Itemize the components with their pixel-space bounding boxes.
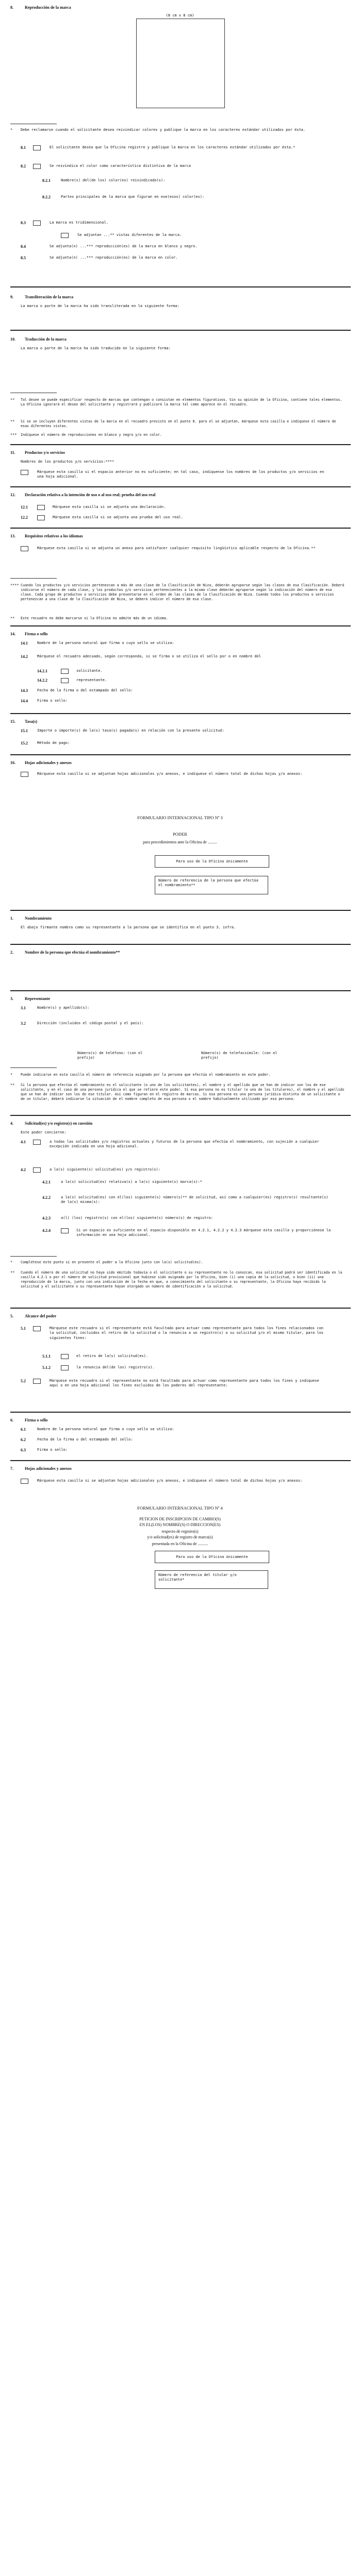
item-5-1-2-text: la renuncia del(de los) registro(s).: [76, 1365, 155, 1369]
section-divider: [10, 1460, 351, 1461]
item-12-2-text: Márquese esta casilla si se adjunta una prueba del uso real.: [53, 515, 183, 519]
section-10-title: Traducción de la marca: [25, 337, 67, 342]
item-15-2-number: 15.2: [21, 741, 28, 745]
section-13-number: 13.: [10, 534, 15, 538]
item-4-1-number: 4.1: [21, 1140, 26, 1144]
footnote-text: Cuando los productos y/o servicios pertenezcan a más de una clase de la Clasificación de Niza, deberán agruparse según las clases de esa Clasificación. Deberá indicarse el número de cada clase, y los productos y/o servicios pertenecientes a la misma clase deberán agruparse según la indicación del número de esa clase. Cada grupo de productos o servicios debe presentarse en el orden de las clases de la Clasificación de Niza. Cuando todos los productos o servicios pertenezcan a una clase de la Clasificación de Niza, se deberá indicar el número de esa clase.: [21, 583, 345, 601]
section-divider: [10, 528, 351, 529]
section-11-text: Nombres de los productos y/o servicios:****: [21, 460, 114, 464]
form3-subtitle2: para procedimientos ante la Oficina de .........: [143, 840, 217, 844]
p1-number: 1.: [10, 916, 13, 921]
form3-subtitle: PODER: [173, 832, 187, 837]
item-14-2-text: Márquese el recuadro adecuado, según corresponda, si se firma o se utiliza el sello por o en nombre del: [37, 654, 261, 658]
item-8-2-1-number: 8.2.1: [42, 178, 51, 183]
views-text: Se adjuntan ...** vistas diferentes de la marca.: [77, 233, 182, 237]
section-10-text: La marca o parte de la marca ha sido traducida en la siguiente forma:: [21, 346, 171, 350]
item-5-1-1-number: 5.1.1: [42, 1354, 51, 1359]
item-15-2-text: Método de pago:: [37, 741, 70, 745]
item-14-2-1-number: 14.2.1: [37, 669, 47, 673]
item-5-2-number: 5.2: [21, 1379, 26, 1383]
section-divider: [10, 330, 351, 331]
footnote-mark: **: [10, 398, 15, 402]
form4-office-box: Para uso de la Oficina únicamente: [155, 1551, 269, 1563]
item-5-1-1-checkbox[interactable]: [61, 1354, 69, 1359]
section-14-number: 14.: [10, 632, 15, 636]
item-4-2-4-text: Si un espacio es suficiente en el espacio disponible en 4.2.1, 4.2.2 y 4.2.3 márquese esta casilla y proporciónese la información en una hoja adicional.: [76, 1228, 331, 1238]
item-4-2-1-text: a la(s) solicitud(es) relativa(s) a la(s) siguiente(s) marca(s):*: [61, 1180, 202, 1184]
form4-sub5: presentada en la Oficina de ..........: [152, 1541, 208, 1546]
p5-title: Alcance del poder: [25, 1314, 57, 1318]
item-4-2-3-number: 4.2.3: [42, 1216, 51, 1221]
item-5-2-checkbox[interactable]: [33, 1379, 41, 1384]
section-11-number: 11.: [10, 450, 15, 455]
item-12-2-checkbox[interactable]: [37, 515, 45, 520]
p4-number: 4.: [10, 1121, 13, 1126]
section-divider: [10, 286, 351, 287]
p2-title: Nombre de la persona que efectúa el nombramiento**: [25, 950, 120, 955]
form4-sub1: PETICION DE INSCRIPCION DE CAMBIO(S): [139, 1517, 221, 1521]
item-5-1-text: Márquese este recuadro si el representante está facultado para actuar como representante para todos los fines relacionados con la solicitud, incluidos el retiro de la solicitud o la renuncia a un registro(s) o su solicitud y/o el mismo titular, para los siguientes fines:: [50, 1326, 324, 1340]
section-divider: [10, 944, 351, 945]
footnote-text: Si se se incluyen diferentes vistas de la marca en el recuadro previsto en el punto 8. para el se adjuntan, márquese esta casilla e indíquese el número de esas diferentes vistas.: [21, 419, 336, 428]
item-8-2-2-number: 8.2.2: [42, 195, 51, 199]
item-4-2-number: 4.2: [21, 1167, 26, 1172]
item-14-1-text: Nombre de la persona natural que firma o cuyo sello se utiliza:: [37, 641, 174, 645]
footnote-text: Este recuadro no debe marcarse si la Oficina no admite más de un idioma.: [21, 616, 168, 620]
item-12-1-number: 12.1: [21, 505, 28, 510]
item-4-1-checkbox[interactable]: [33, 1140, 41, 1145]
item-6-3-text: Firma o sello:: [37, 1448, 68, 1452]
section-16-title: Hojas adicionales y anexos: [25, 760, 72, 765]
form4-title: FORMULARIO INTERNACIONAL TIPO Nº 4: [137, 1505, 223, 1511]
footnote-mark: ***: [10, 433, 17, 437]
form4-sub3: respecto de registro(s): [161, 1529, 199, 1534]
section-16-check-text: Márquese esta casilla si se adjuntan hojas adicionales y/o anexos, e indíquese el número total de dichas hojas y/o anexos:: [37, 772, 303, 776]
item-12-1-checkbox[interactable]: [37, 505, 45, 510]
item-5-1-2-number: 5.1.2: [42, 1365, 51, 1370]
item-8-4-number: 8.4: [21, 244, 26, 249]
footnote-mark: *: [10, 1073, 13, 1077]
item-14-2-2-checkbox[interactable]: [61, 678, 69, 683]
section-9-text: La marca o parte de la marca ha sido transliterada en la siguiente forma:: [21, 304, 179, 308]
mark-box-caption: (8 cm x 8 cm): [166, 13, 194, 18]
item-14-4-text: Firma o sello:: [37, 699, 68, 703]
section-11-check-text: Márquese esta casilla si el espacio anterior no es suficiente; en tal caso, indíquense los nombres de los productos y/o servicios en una hoja adicional.: [37, 470, 324, 479]
section-divider: [10, 1115, 351, 1116]
fax-label: Número(s) de telefacsímile: (con el prefijo): [201, 1051, 277, 1060]
item-4-2-1-number: 4.2.1: [42, 1180, 51, 1184]
item-14-2-1-checkbox[interactable]: [61, 669, 69, 674]
item-5-1-2-checkbox[interactable]: [61, 1365, 69, 1370]
footnote-text: Tal desee se puede especificar respecto de marcas que contengan o consistan en elementos figurativos. Sin su opinión de la Oficina, contiene tales elementos. La Oficina ignorará el deseo del solicitante y registrará y publicará la marca tal como aparece en el recuadro.: [21, 398, 342, 406]
item-3-1-text: Nombre(s) y apellido(s):: [37, 1006, 90, 1010]
item-15-1-text: Importe o importe(s) de la(s) tasa(s) pagada(s) en relación con la presente solicitud:: [37, 728, 224, 733]
section-13-check-text: Márquese esta casilla si se adjunta un anexo para satisfacer cualquier requisito lingüístico aplicable respecto de la Oficina.**: [37, 546, 316, 550]
p2-number: 2.: [10, 950, 13, 955]
section-divider: [10, 1412, 351, 1413]
footnote-mark: *: [10, 128, 13, 132]
footnote-text: Puede indicarse en esta casilla el número de referencia asignado por la persona que efectúa el nombramiento en este poder.: [21, 1073, 271, 1077]
form3-ref-box[interactable]: Número de referencia de la persona que efectúa el nombramiento**: [155, 876, 268, 894]
item-5-2-text: Márquese este recuadro si el representante no está facultado para actuar como representante para todos los fines y indíquese aquí o en una hoja adicional los fines excluidos de los poderes del representante:: [50, 1379, 319, 1388]
section-9-title: Transliteración de la marca: [25, 295, 74, 299]
item-6-3-number: 6.3: [21, 1448, 26, 1452]
footnote-text: Debe reclamarse cuando el solicitante desea reivindicar colores y publique la marca en los caracteres estándar utilizados por ésta.: [21, 128, 306, 132]
item-8-2-2-text: Partes principales de la marca que figuran en ese(esos) color(es):: [61, 195, 205, 199]
item-8-3-text: La marca es tridimensional.: [50, 221, 108, 225]
form3-title: FORMULARIO INTERNACIONAL TIPO Nº 3: [137, 815, 223, 820]
section-divider: [10, 444, 351, 445]
footnote-mark: **: [10, 1083, 15, 1087]
section-14-title: Firma o sello: [25, 632, 48, 636]
footnote-mark: **: [10, 616, 15, 620]
item-5-1-number: 5.1: [21, 1326, 26, 1331]
item-3-1-number: 3.1: [21, 1006, 26, 1010]
p6-title: Firma o sello: [25, 1418, 48, 1422]
phone-label: Número(s) de teléfono: (con el prefijo): [77, 1051, 143, 1060]
item-15-1-number: 15.1: [21, 728, 28, 733]
item-6-2-text: Fecha de la firma o del estampado del sello:: [37, 1437, 133, 1442]
section-divider: [10, 990, 351, 991]
section-12-number: 12.: [10, 493, 15, 497]
item-8-1-number: 8.1: [21, 145, 26, 150]
mark-reproduction-box[interactable]: [136, 19, 225, 108]
p1-title: Nombramiento: [25, 916, 52, 921]
item-12-1-text: Márquese esta casilla si se adjunta una declaración.: [53, 505, 166, 509]
item-8-5-text: Se adjunta(n) ...*** reproducción(es) de la marca en color.: [50, 256, 178, 260]
item-14-2-number: 14.2: [21, 654, 28, 659]
item-6-1-text: Nombre de la persona natural que firma o cuyo sello se utiliza:: [37, 1427, 174, 1431]
item-5-1-checkbox[interactable]: [33, 1326, 41, 1331]
item-8-2-checkbox[interactable]: [33, 164, 41, 169]
item-6-2-number: 6.2: [21, 1437, 26, 1442]
section-divider: [10, 625, 351, 626]
p4-lead: Este poder concierne:: [21, 1130, 67, 1134]
section-13-checkbox[interactable]: [21, 546, 28, 551]
section-8-title: Reproducción de la marca: [25, 5, 71, 10]
item-4-2-4-number: 4.2.4: [42, 1228, 51, 1233]
item-8-4-text: Se adjunta(n) ...*** reproducción(es) de la marca en blanco y negro.: [50, 244, 198, 248]
footnote-mark: *: [10, 1260, 13, 1264]
item-14-2-1-text: solicitante.: [76, 669, 103, 673]
footnote-mark: **: [10, 1270, 15, 1275]
p4-title: Solicitud(es) y/o registro(s) en cuestión: [25, 1121, 93, 1126]
item-14-2-2-text: representante.: [76, 678, 107, 682]
item-4-2-3-text: a(l) (los) registro(s) con el(los) siguiente(s) número(s) de registro:: [61, 1216, 214, 1220]
section-8-number: 8.: [10, 5, 13, 10]
section-divider: [10, 910, 351, 911]
p6-number: 6.: [10, 1418, 13, 1422]
section-10-number: 10.: [10, 337, 15, 342]
item-14-2-2-number: 14.2.2: [37, 678, 47, 683]
p1-text: El abajo firmante nombra como su representante a la persona que se identifica en el punto 3. infra.: [21, 925, 236, 929]
form4-ref-box[interactable]: Número de referencia del titular y/o solicitante*: [155, 1570, 268, 1589]
item-14-3-text: Fecha de la firma o del estampado del sello:: [37, 688, 133, 692]
section-15-number: 15.: [10, 719, 15, 724]
section-divider: [10, 713, 351, 714]
section-9-number: 9.: [10, 295, 13, 299]
item-4-2-4-checkbox[interactable]: [61, 1228, 69, 1233]
footnote-text: Si la persona que efectúa el nombramiento es el solicitante (o uno de los solicitantes), el nombre y el apellido que se han de indicar son los de ese solicitante, y en el caso de una persona jurídica el que se refiere este poder. Si esa persona no es titular (o uno de los titulares), el nombre y el apellido que se han de indicar son los de ese titular. Así como figuran en el registro de marcas. Si esa persona es una persona jurídica distinta de un solicitante o de un titular, deberá indicarse la situación de el nombre completo de esa persona o el nombre habitualmente utilizado por esa persona.: [21, 1083, 345, 1101]
item-8-3-checkbox[interactable]: [33, 221, 41, 226]
section-13-title: Requisitos relativos a los idiomas: [25, 534, 83, 538]
footnote-text: Cuando el número de una solicitud no haya sido emitido todavía o el solicitante o su representante no lo conozcan, esa solicitud podrá ser identificada en la casilla 4.2.1 o por el número de solicitud provisional que hubiese sido asignado por la Oficina, bien (i) una copia de la solicitud, o bien (ii) una reproducción de la marca, junto con una indicación de la fecha en que, a conocimiento del solicitante o su representante, la Oficina haya recibido la solicitud y el solicitante o su representante hayan otorgado un número de identificación a la solicitud.: [21, 1270, 342, 1289]
section-12-title: Declaración relativa a la intención de uso o al uso real; prueba del uso real: [25, 493, 156, 497]
p7-number: 7.: [10, 1466, 13, 1471]
footnote-divider: [10, 1256, 57, 1257]
item-8-2-number: 8.2: [21, 164, 26, 168]
item-3-2-text: Dirección (incluidos el código postal y el país):: [37, 1021, 144, 1025]
p5-number: 5.: [10, 1314, 13, 1318]
item-4-2-text: a la(s) siguiente(s) solicitud(es) y/o registro(s):: [50, 1167, 160, 1172]
item-8-2-text: Se reivindica el color como característica distintiva de la marca: [50, 164, 191, 168]
views-checkbox[interactable]: [61, 233, 69, 238]
form4-sub4: y/o solicitud(es) de registro de marca(s): [147, 1535, 213, 1539]
footnote-mark: **: [10, 419, 15, 423]
p3-title: Representante: [25, 996, 51, 1001]
item-4-1-text: a todas las solicitudes y/o registros actuales y futuros de la persona que efectúa el nombramiento, con sujeción a cualquier excepción indicada en una hoja adicional.: [50, 1140, 319, 1149]
footnote-text: Indíquese el número de reproducciones en blanco y negro y/o en color.: [21, 433, 162, 437]
item-14-3-number: 14.3: [21, 688, 28, 693]
item-8-1-checkbox[interactable]: [33, 145, 41, 150]
item-4-2-checkbox[interactable]: [33, 1167, 41, 1173]
section-16-number: 16.: [10, 760, 15, 765]
item-8-1-text: El solicitante desea que la Oficina registre y publique la marca en los caracteres estándar utilizados por ésta.*: [50, 145, 296, 149]
p7-check-text: Márquese esta casilla si se adjuntan hojas adicionales y/o anexos, e indíquese el número total de dichas hojas y/o anexos:: [37, 1479, 303, 1483]
item-4-2-2-number: 4.2.2: [42, 1195, 51, 1200]
section-16-checkbox[interactable]: [21, 772, 28, 777]
section-11-checkbox[interactable]: [21, 470, 28, 475]
section-11-title: Productos y/o servicios: [25, 450, 66, 455]
form4-sub2: EN EL(LOS) NOMBRE(S) O DIRECCION(ES): [139, 1522, 221, 1527]
item-5-1-1-text: el retiro de la(s) solicitud(es).: [76, 1354, 149, 1358]
item-14-4-number: 14.4: [21, 699, 28, 703]
section-divider: [10, 486, 351, 487]
footnote-divider: [10, 578, 57, 579]
p7-checkbox[interactable]: [21, 1479, 28, 1484]
footnote-mark: ****: [10, 583, 19, 587]
section-15-title: Tasa(s): [25, 719, 38, 724]
section-divider: [10, 1308, 351, 1309]
form3-office-box: Para uso de la Oficina únicamente: [155, 855, 269, 868]
item-8-3-number: 8.3: [21, 221, 26, 225]
item-4-2-2-text: a la(s) solicitud(es) con el(los) siguiente(s) número(s)** de solicitud, así como a cualquier(es) registro(s) resultante(s) de la(s) misma(s):: [61, 1195, 329, 1205]
section-divider: [10, 754, 351, 755]
item-6-1-number: 6.1: [21, 1427, 26, 1432]
footnote-text: Complétese este punto si en presente el poder a la Oficina junto con la(s) solicitud(es).: [21, 1260, 203, 1264]
item-3-2-number: 3.2: [21, 1021, 26, 1026]
footnote-divider: [10, 1067, 57, 1068]
item-12-2-number: 12.2: [21, 515, 28, 520]
item-8-5-number: 8.5: [21, 256, 26, 260]
p7-title: Hojas adicionales y anexos: [25, 1466, 72, 1471]
item-8-2-1-text: Nombre(s) del(de los) color(es) reivindicado(s):: [61, 178, 166, 182]
item-14-1-number: 14.1: [21, 641, 28, 646]
p3-number: 3.: [10, 996, 13, 1001]
